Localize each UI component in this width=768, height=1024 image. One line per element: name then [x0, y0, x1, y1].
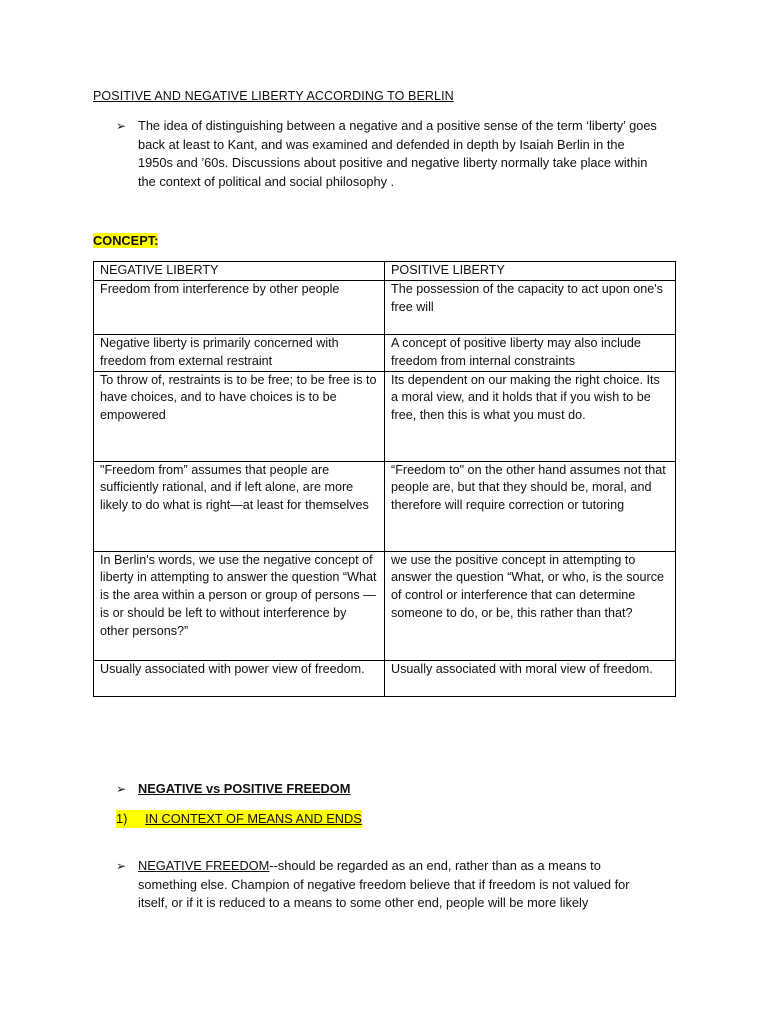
negative-freedom-bullet: [116, 857, 658, 913]
table-cell: "Freedom from” assumes that people are sufficiently rational, and if left alone, are more likely to do what is right—at least for themselves: [94, 461, 385, 551]
table-cell: In Berlin's words, we use the negative concept of liberty in attempting to answer the question “What is the area within a person or group of persons — is or should be left to without interference by other persons?”: [94, 551, 385, 660]
table-cell: we use the positive concept in attempting to answer the question “What, or who, is the source of control or interference that can determine someone to do, or be, this rather than that?: [385, 551, 676, 660]
table-row: [94, 660, 676, 696]
negative-freedom-paragraph: [138, 857, 658, 913]
negative-freedom-term: NEGATIVE FREEDOM: [138, 858, 270, 873]
table-row: [94, 551, 676, 660]
table-cell: Usually associated with moral view of freedom.: [385, 660, 676, 696]
header-positive-liberty: POSITIVE LIBERTY: [385, 262, 676, 281]
table-cell: Usually associated with power view of freedom.: [94, 660, 385, 696]
negative-vs-positive-bullet: [116, 780, 658, 799]
negative-freedom-text: --should be regarded as an end, rather than as a means to something else. Champion of negative freedom believe that if freedom is not valued for itself, or if it is reduced to a means to some other end, people will be more likely: [138, 858, 630, 910]
header-negative-liberty: NEGATIVE LIBERTY: [94, 262, 385, 281]
table-cell: The possession of the capacity to act upon one's free will: [385, 281, 676, 335]
document-title: POSITIVE AND NEGATIVE LIBERTY ACCORDING TO BERLIN: [93, 89, 454, 103]
section-title: IN CONTEXT OF MEANS AND ENDS: [145, 811, 362, 826]
section-number: 1): [116, 811, 128, 826]
table-row: [94, 371, 676, 461]
table-row: [94, 281, 676, 335]
arrow-bullet-icon: ➢: [116, 782, 127, 796]
table-cell: A concept of positive liberty may also include freedom from internal constraints: [385, 335, 676, 372]
table-row: [94, 461, 676, 551]
table-cell: Freedom from interference by other people: [94, 281, 385, 335]
table-cell: To throw of, restraints is to be free; to be free is to have choices, and to have choices is to be empowered: [94, 371, 385, 461]
intro-bullet: [116, 117, 658, 191]
table-cell: Negative liberty is primarily concerned with freedom from external restraint: [94, 335, 385, 372]
arrow-bullet-icon: ➢: [116, 859, 127, 873]
table-cell: “Freedom to" on the other hand assumes not that people are, but that they should be, moral, and therefore will require correction or tutoring: [385, 461, 676, 551]
concept-heading: CONCEPT:: [93, 233, 159, 248]
liberty-comparison-table: [93, 261, 676, 697]
negative-vs-positive-heading: NEGATIVE vs POSITIVE FREEDOM: [138, 781, 351, 796]
arrow-bullet-icon: ➢: [116, 119, 127, 133]
table-cell: Its dependent on our making the right choice. Its a moral view, and it holds that if you wish to be free, then this is what you must do.: [385, 371, 676, 461]
table-header-row: [94, 262, 676, 281]
table-row: [94, 335, 676, 372]
intro-paragraph: The idea of distinguishing between a negative and a positive sense of the term ‘liberty’ goes back at least to Kant, and was examined and defended in depth by Isaiah Berlin in the 1950s and ’60s. Discussions about positive and negative liberty normally take place within the context of political and social philosophy .: [138, 118, 657, 189]
means-and-ends-heading: [116, 810, 362, 828]
